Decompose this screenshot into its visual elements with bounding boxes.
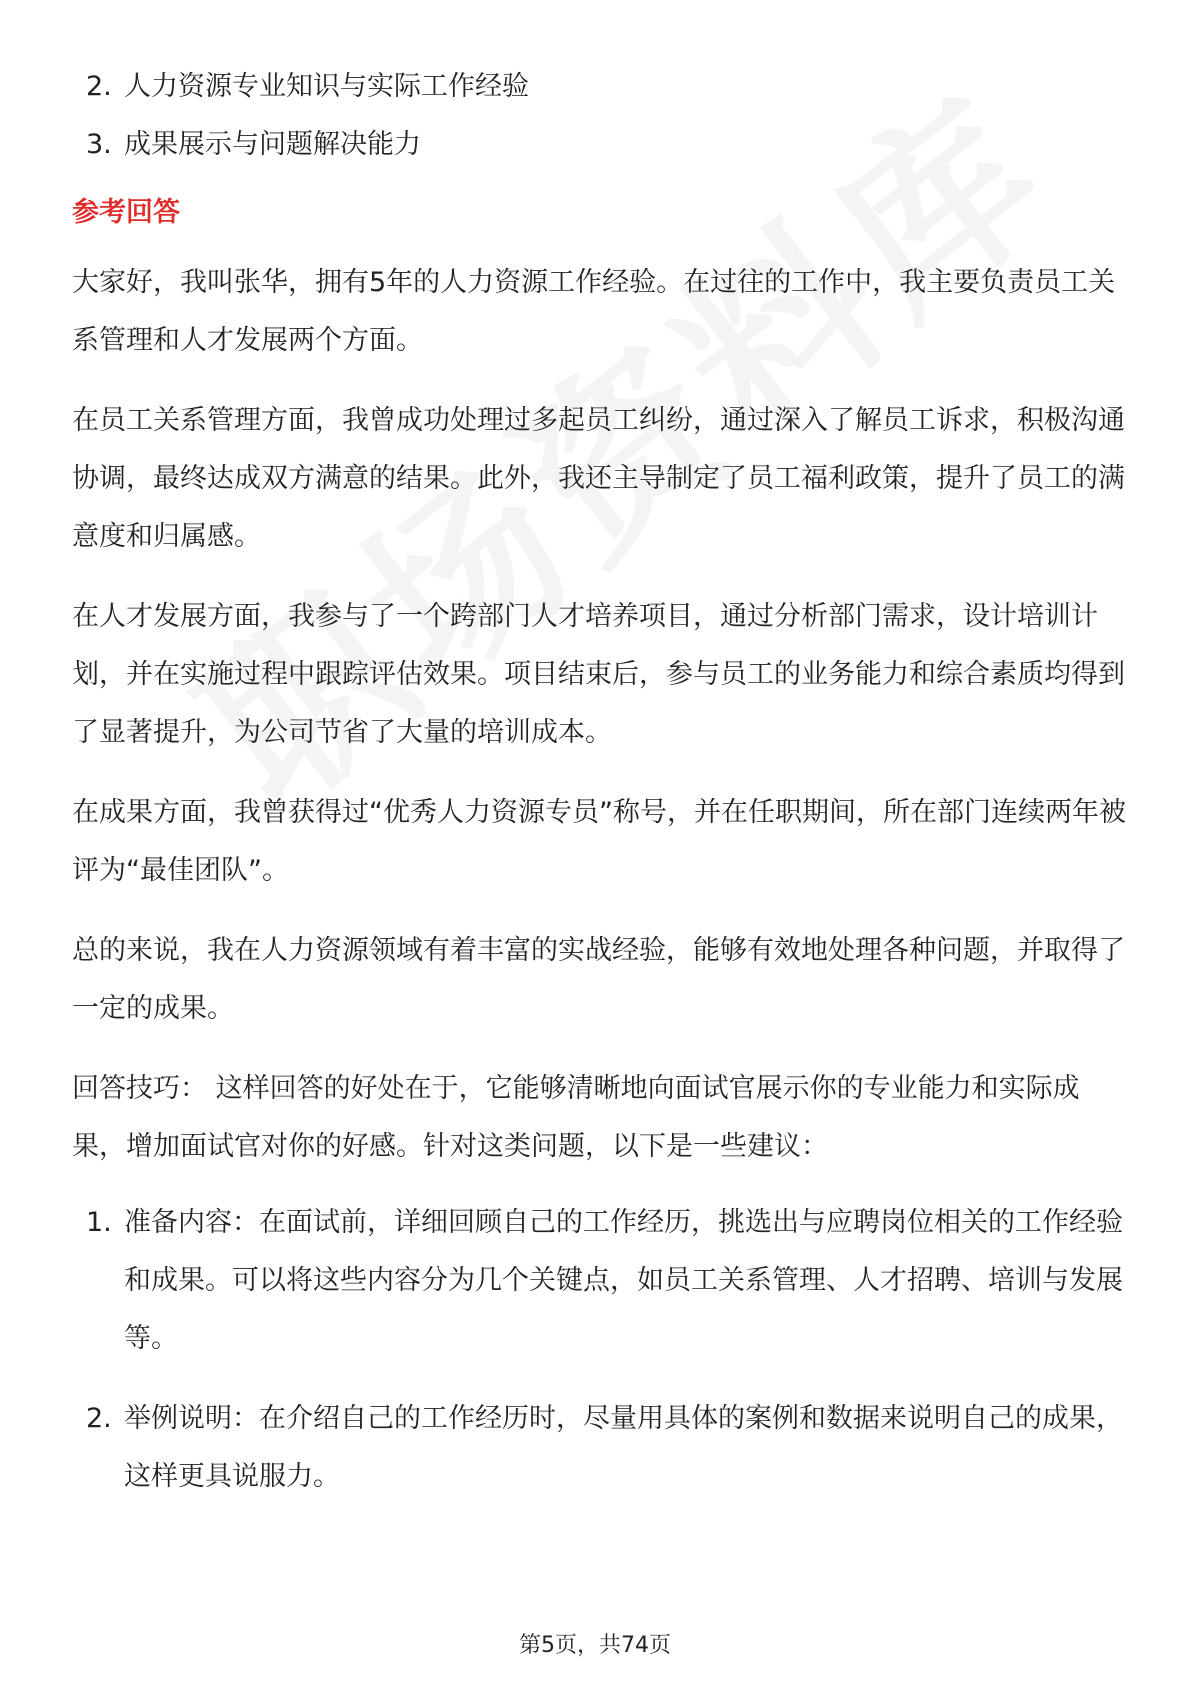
list-number: 1. — [86, 1207, 112, 1238]
list-text: 成果展示与问题解决能力 — [124, 129, 421, 160]
list-number: 2. — [86, 1403, 112, 1434]
paragraph-achievements: 在成果方面，我曾获得过“优秀人力资源专员”称号，并在任职期间，所在部门连续两年被评为“最佳团队”。 — [72, 797, 1126, 886]
page-number: 第5页，共74页 — [519, 1633, 671, 1658]
paragraph-intro: 大家好，我叫张华，拥有5年的人力资源工作经验。在过往的工作中，我主要负责员工关系管理和人才发展两个方面。 — [72, 267, 1116, 356]
list-text: 准备内容：在面试前，详细回顾自己的工作经历，挑选出与应聘岗位相关的工作经验和成果。可以将这些内容分为几个关键点，如员工关系管理、人才招聘、培训与发展等。 — [124, 1207, 1123, 1354]
tips-list — [72, 1194, 1132, 1506]
list-item — [72, 58, 1132, 116]
list-item — [72, 1194, 1132, 1368]
page-content — [72, 58, 1132, 1528]
list-number: 3. — [86, 129, 112, 160]
list-text: 举例说明：在介绍自己的工作经历时，尽量用具体的案例和数据来说明自己的成果，这样更具说服力。 — [124, 1403, 1123, 1492]
list-item — [72, 1390, 1132, 1506]
paragraph-talent-development: 在人才发展方面，我参与了一个跨部门人才培养项目，通过分析部门需求，设计培训计划，并在实施过程中跟踪评估效果。项目结束后，参与员工的业务能力和综合素质均得到了显著提升，为公司节省了大量的培训成本。 — [72, 601, 1125, 748]
list-item — [72, 116, 1132, 174]
list-text: 人力资源专业知识与实际工作经验 — [124, 71, 529, 102]
list-number: 2. — [86, 71, 112, 102]
paragraph-tips: 回答技巧： 这样回答的好处在于，它能够清晰地向面试官展示你的专业能力和实际成果，增加面试官对你的好感。针对这类问题，以下是一些建议： — [72, 1073, 1080, 1162]
section-title: 参考回答 — [72, 197, 180, 228]
paragraph-employee-relations: 在员工关系管理方面，我曾成功处理过多起员工纠纷，通过深入了解员工诉求，积极沟通协调，最终达成双方满意的结果。此外，我还主导制定了员工福利政策，提升了员工的满意度和归属感。 — [72, 405, 1125, 552]
paragraph-summary: 总的来说，我在人力资源领域有着丰富的实战经验，能够有效地处理各种问题，并取得了一定的成果。 — [72, 935, 1125, 1024]
